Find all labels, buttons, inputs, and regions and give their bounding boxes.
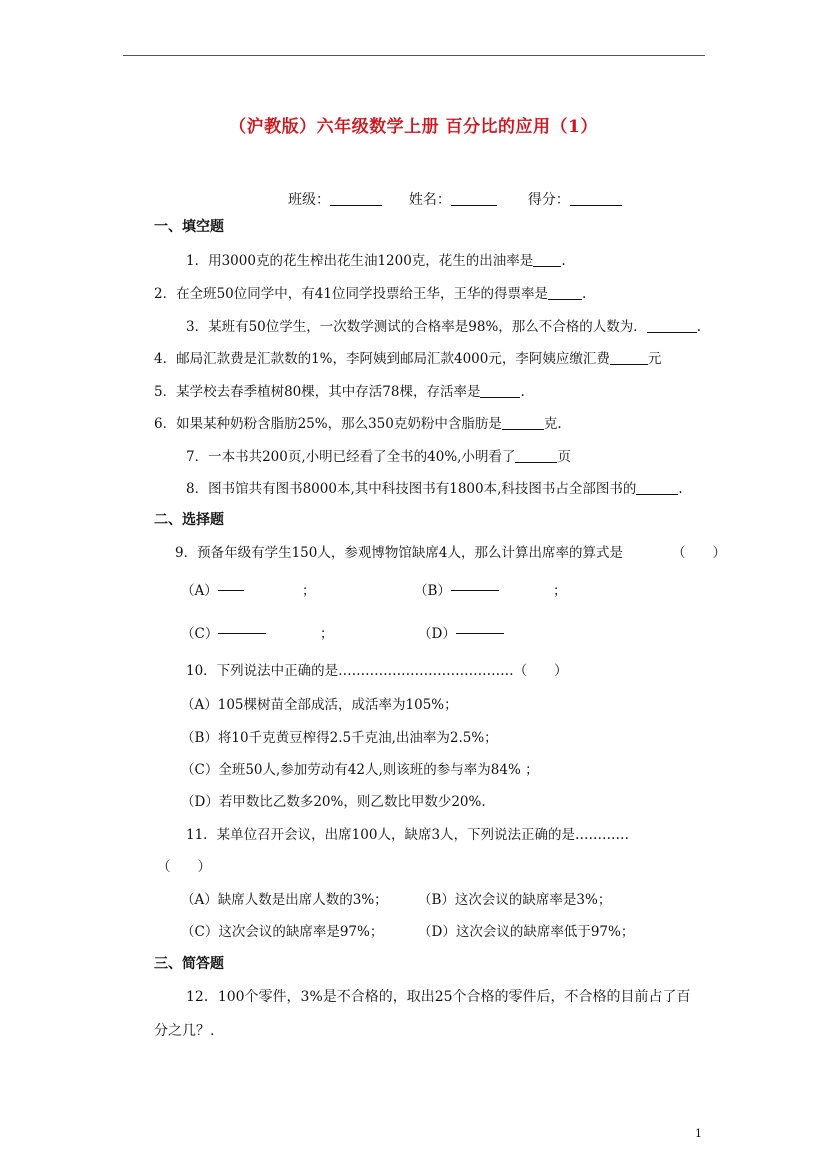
question-6-end: 克. — [543, 416, 562, 432]
question-1-text: 1．用3000克的花生榨出花生油1200克，花生的出油率是 — [186, 253, 534, 269]
question-9-option-d — [418, 622, 504, 642]
question-3 — [186, 315, 701, 335]
answer-blank — [533, 266, 561, 267]
question-1 — [186, 249, 566, 269]
question-2-text: 2．在全班50位同学中，有41位同学投票给王华，王华的得票率是 — [154, 286, 548, 302]
header-rule — [123, 55, 705, 56]
question-11-paren: （ ） — [157, 859, 211, 875]
section-heading-fill-blank: 一、填空题 — [154, 219, 224, 235]
question-10-option-b: （B）将10千克黄豆榨得2.5千克油,出油率为2.5%； — [181, 730, 498, 746]
option-a-label: （A） — [181, 583, 218, 599]
question-4-text: 4．邮局汇款费是汇款数的1%，李阿姨到邮局汇款4000元，李阿姨应缴汇费 — [154, 351, 610, 367]
question-6 — [154, 412, 562, 432]
question-11-option-d: （D）这次会议的缺席率低于97%； — [418, 924, 635, 940]
class-label: 班级： — [288, 192, 330, 208]
question-2-end: . — [581, 286, 587, 302]
question-1-end: . — [561, 253, 566, 269]
question-11-option-c: （C）这次会议的缺席率是97%； — [181, 924, 384, 940]
question-9-option-b — [414, 579, 499, 599]
question-8-end: . — [678, 481, 683, 497]
option-a-semicolon: ； — [302, 583, 316, 599]
name-blank — [451, 205, 497, 206]
section-heading-multiple-choice: 二、选择题 — [154, 512, 224, 528]
answer-blank — [548, 299, 582, 300]
answer-blank — [480, 397, 520, 398]
question-3-end: . — [696, 319, 702, 335]
question-11-option-b: （B）这次会议的缺席率是3%； — [418, 892, 612, 908]
option-b-label: （B） — [414, 583, 451, 599]
option-b-semicolon: ； — [553, 583, 567, 599]
question-4 — [154, 347, 661, 367]
question-8 — [186, 477, 683, 497]
question-5-end: . — [520, 384, 525, 400]
question-9-paren: （ ） — [672, 545, 726, 561]
question-10-option-a: （A）105棵树苗全部成活，成活率为105%； — [181, 697, 458, 713]
question-10-stem: 10．下列说法中正确的是…………………………………（ ） — [186, 663, 568, 679]
question-10-option-d: （D）若甲数比乙数多20%，则乙数比甲数少20%. — [181, 794, 486, 810]
question-7 — [186, 445, 571, 465]
answer-blank — [610, 364, 648, 365]
question-11-stem: 11．某单位召开会议，出席100人，缺席3人，下列说法正确的是………… — [186, 827, 630, 843]
option-c-label: （C） — [181, 626, 219, 642]
question-9-option-c — [181, 622, 266, 642]
question-12-line-2: 分之几？. — [154, 1023, 215, 1039]
question-4-end: 元 — [647, 351, 662, 367]
answer-blank — [647, 332, 697, 333]
fraction-line — [451, 590, 499, 591]
question-7-end: 页 — [557, 449, 571, 465]
question-9-stem: 9．预备年级有学生150人，参观博物馆缺席4人，那么计算出席率的算式是 — [175, 545, 623, 561]
page-number: 1 — [695, 1127, 702, 1140]
question-6-text: 6．如果某种奶粉含脂肪25%，那么350克奶粉中含脂肪是 — [154, 416, 502, 432]
question-2 — [154, 282, 586, 302]
page-title: （沪教版）六年级数学上册 百分比的应用（1） — [229, 117, 598, 137]
question-12-line-1: 12．100个零件，3%是不合格的，取出25个合格的零件后，不合格的目前占了百 — [186, 989, 691, 1005]
answer-blank — [515, 462, 557, 463]
question-10-option-c: （C）全班50人,参加劳动有42人,则该班的参与率为84% ； — [181, 762, 539, 778]
section-heading-short-answer: 三、简答题 — [154, 956, 224, 972]
option-c-semicolon: ； — [320, 626, 334, 642]
question-5-text: 5．某学校去春季植树80棵，其中存活78棵，存活率是 — [154, 384, 481, 400]
answer-blank — [636, 494, 678, 495]
name-label: 姓名： — [408, 192, 451, 208]
answer-blank — [502, 429, 544, 430]
score-label: 得分： — [527, 192, 570, 208]
student-info-line — [288, 189, 622, 209]
question-5 — [154, 380, 525, 400]
fraction-line — [218, 633, 266, 634]
question-9-option-a — [181, 579, 244, 599]
fraction-line — [456, 633, 504, 634]
question-11-option-a: （A）缺席人数是出席人数的3%； — [181, 892, 388, 908]
question-8-text: 8．图书馆共有图书8000本,其中科技图书有1800本,科技图书占全部图书的 — [186, 481, 637, 497]
class-blank — [330, 205, 382, 206]
score-blank — [570, 205, 622, 206]
option-d-label: （D） — [418, 626, 456, 642]
fraction-line — [218, 590, 244, 591]
question-3-text: 3．某班有50位学生，一次数学测试的合格率是98%，那么不合格的人数为． — [186, 319, 647, 335]
question-7-text: 7．一本书共200页,小明已经看了全书的40%,小明看了 — [186, 449, 516, 465]
